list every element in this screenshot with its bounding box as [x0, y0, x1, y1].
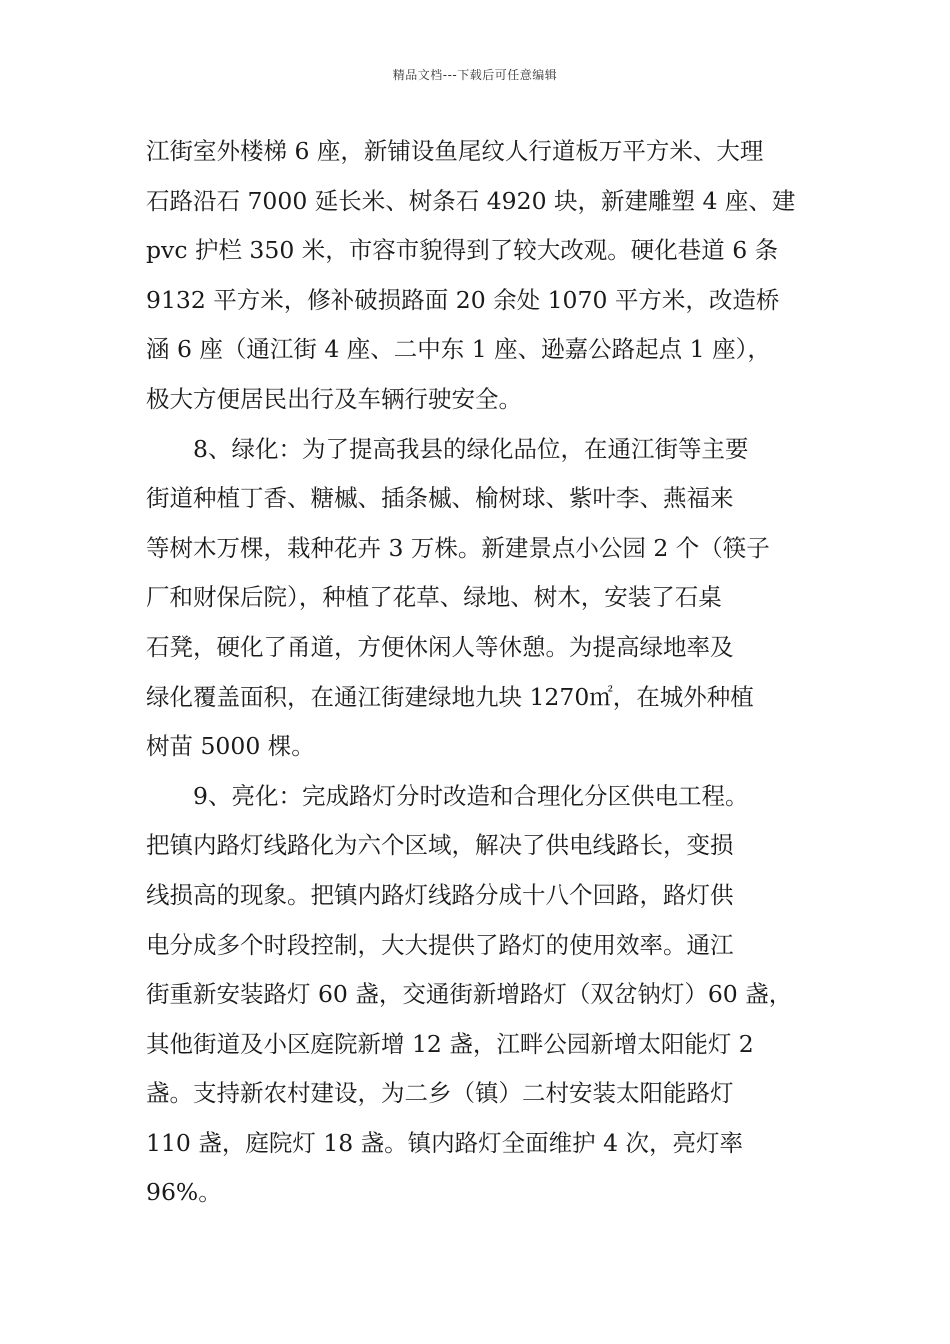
- text-line: 9、亮化：完成路灯分时改造和合理化分区供电工程。: [193, 781, 749, 810]
- text-line: pvc 护栏 350 米，市容市貌得到了较大改观。硬化巷道 6 条: [146, 236, 779, 265]
- text-line: 江街室外楼梯 6 座，新铺设鱼尾纹人行道板万平方米、大理: [146, 137, 764, 165]
- text-line: 盏。支持新农村建设，为二乡（镇）二村安装太阳能路灯: [146, 1079, 734, 1108]
- text-line: 街道种植丁香、糖槭、插条槭、榆树球、紫叶李、燕福来: [146, 484, 734, 513]
- text-line: 9132 平方米，修补破损路面 20 余处 1070 平方米，改造桥: [146, 285, 780, 314]
- text-line: 96%。: [146, 1178, 222, 1207]
- text-line: 街重新安装路灯 60 盏，交通街新增路灯（双岔钠灯）60 盏，: [146, 980, 793, 1009]
- page-header: 精品文档---下载后可任意编辑: [392, 68, 558, 82]
- text-line: 绿化覆盖面积，在通江街建绿地九块 1270㎡，在城外种植: [146, 682, 754, 711]
- text-line: 110 盏，庭院灯 18 盏。镇内路灯全面维护 4 次，亮灯率: [146, 1128, 744, 1157]
- text-line: 石路沿石 7000 延长米、树条石 4920 块，新建雕塑 4 座、建: [146, 186, 796, 215]
- text-line: 极大方便居民出行及车辆行驶安全。: [146, 384, 522, 413]
- text-line: 厂和财保后院），种植了花草、绿地、树木，安装了石桌: [146, 583, 722, 612]
- text-line: 涵 6 座（通江街 4 座、二中东 1 座、逊嘉公路起点 1 座），: [146, 335, 771, 364]
- text-line: 石凳，硬化了甬道，方便休闲人等休憩。为提高绿地率及: [146, 632, 734, 661]
- text-line: 线损高的现象。把镇内路灯线路分成十八个回路，路灯供: [146, 880, 734, 909]
- text-line: 把镇内路灯线路化为六个区域，解决了供电线路长，变损: [146, 831, 734, 860]
- document-body: [146, 127, 826, 1218]
- text-line: 电分成多个时段控制，大大提供了路灯的使用效率。通江: [146, 930, 734, 959]
- text-line: 其他街道及小区庭院新增 12 盏，江畔公园新增太阳能灯 2: [146, 1029, 754, 1058]
- text-line: 等树木万棵，栽种花卉 3 万株。新建景点小公园 2 个（筷子: [146, 533, 770, 562]
- text-line: 树苗 5000 棵。: [146, 732, 315, 761]
- text-line: 8、绿化：为了提高我县的绿化品位，在通江街等主要: [193, 434, 749, 463]
